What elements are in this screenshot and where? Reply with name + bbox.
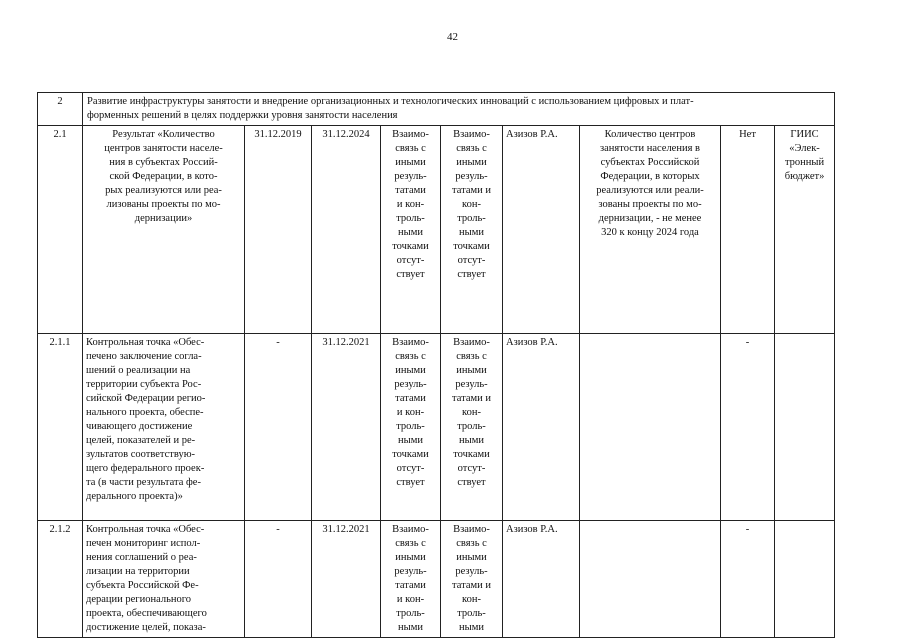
row-number: 2.1.2 (38, 521, 83, 638)
row-link-prev: Взаимо- связь с иными резуль- татами и кон- троль- ными (381, 521, 441, 638)
row-end-date: 31.12.2021 (312, 334, 381, 521)
row-description (580, 334, 721, 521)
row-responsible: Азизов Р.А. (503, 334, 580, 521)
row-system: ГИИС «Элек- тронный бюджет» (775, 126, 835, 334)
row-description: Количество центров занятости населения в субъектах Российской Федерации, в которых реализуются или реали- зованы проекты по мо- дернизации, - не менее 320 к концу 2024 года (580, 126, 721, 334)
row-link-next: Взаимо- связь с иными резуль- татами и кон- троль- ными (441, 521, 503, 638)
row-link-next: Взаимо- связь с иными резуль- татами и кон- троль- ными точками отсут- ствует (441, 126, 503, 334)
row-responsible: Азизов Р.А. (503, 521, 580, 638)
table-row (38, 334, 835, 521)
row-start-date: - (245, 334, 312, 521)
plan-table (37, 92, 835, 638)
row-flag: - (721, 521, 775, 638)
row-number: 2.1 (38, 126, 83, 334)
row-end-date: 31.12.2021 (312, 521, 381, 638)
row-name: Контрольная точка «Обес- печено заключение согла- шений о реализации на территории субъекта Рос- сийской Федерации регио- нального проекта, обеспе- чивающего достижение целей, показателей и ре- зультатов соответствую- щего федерального проек- та (в части результата фе- дерального проекта)» (83, 334, 245, 521)
row-system (775, 521, 835, 638)
row-end-date: 31.12.2024 (312, 126, 381, 334)
row-description (580, 521, 721, 638)
row-name: Контрольная точка «Обес- печен мониторинг испол- нения соглашений о реа- лизации на территории субъекта Российской Фе- дерации регионального проекта, обеспечивающего достижение целей, показа- (83, 521, 245, 638)
row-link-prev: Взаимо- связь с иными резуль- татами и кон- троль- ными точками отсут- ствует (381, 126, 441, 334)
row-responsible: Азизов Р.А. (503, 126, 580, 334)
row-start-date: - (245, 521, 312, 638)
row-flag: - (721, 334, 775, 521)
section-row (38, 93, 835, 126)
row-link-prev: Взаимо- связь с иными резуль- татами и кон- троль- ными точками отсут- ствует (381, 334, 441, 521)
row-flag: Нет (721, 126, 775, 334)
row-start-date: 31.12.2019 (245, 126, 312, 334)
row-link-next: Взаимо- связь с иными резуль- татами и кон- троль- ными точками отсут- ствует (441, 334, 503, 521)
row-system (775, 334, 835, 521)
page-number: 42 (447, 31, 458, 43)
row-name: Результат «Количество центров занятости населе- ния в субъектах Россий- ской Федерации, в кото- рых реализуются или реа- лизованы проекты по мо- дернизации» (83, 126, 245, 334)
table-row (38, 126, 835, 334)
row-number: 2.1.1 (38, 334, 83, 521)
section-number: 2 (38, 93, 83, 126)
table-row (38, 521, 835, 638)
section-title: Развитие инфраструктуры занятости и внедрение организационных и технологических инноваций с использованием цифровых и плат- форменных решений в целях поддержки уровня занятости населения (83, 93, 835, 126)
